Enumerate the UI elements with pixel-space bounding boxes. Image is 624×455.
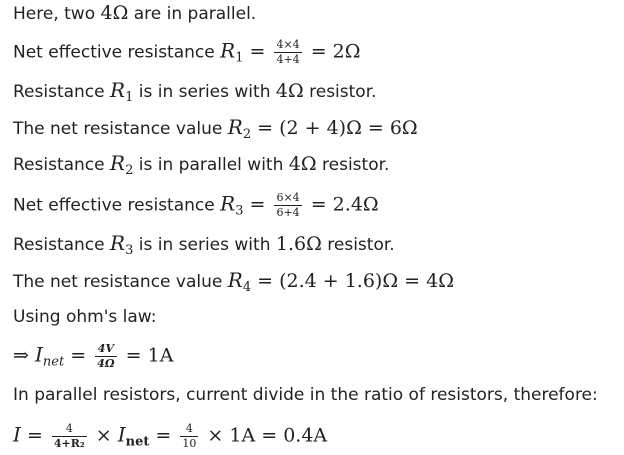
times-sign: × (201, 424, 230, 447)
line-r3-series (13, 232, 395, 262)
text: Resistance (13, 155, 111, 175)
text: Resistance (13, 235, 111, 255)
fraction-numerator: 4×4 (276, 38, 300, 51)
math-variable: R (110, 78, 126, 102)
text: Resistance (13, 82, 111, 102)
math-result: = 2.4Ω (304, 193, 379, 216)
equals-sign: = (243, 193, 272, 216)
line-current-divider (13, 384, 598, 406)
line-parallel-intro (13, 2, 256, 25)
math-variable: R (220, 191, 236, 216)
math-value: 4Ω (275, 80, 304, 102)
line-ohms-law (13, 306, 157, 328)
equals-sign: = (20, 424, 49, 447)
fraction-numerator: 4 (52, 423, 87, 437)
math-variable: R (110, 231, 126, 255)
math-subscript: 1 (125, 90, 134, 105)
math-variable: I (117, 422, 126, 447)
text: resistor. (303, 82, 377, 102)
line-r2-value (13, 116, 418, 146)
math-value: 4Ω (100, 2, 129, 24)
math-subscript: 2 (242, 127, 252, 142)
math-subscript: 4 (242, 280, 252, 295)
fraction (95, 343, 116, 370)
math-subscript: net (125, 434, 150, 450)
fraction-denominator: 4+4 (276, 53, 300, 66)
fraction-denominator: 6+4 (276, 206, 300, 219)
math-value: 1.6Ω (275, 233, 322, 255)
fraction-numerator: 4 (180, 423, 198, 437)
fraction (274, 192, 301, 219)
fraction-denominator: 10 (182, 437, 197, 450)
fraction (274, 39, 301, 66)
times-sign: × (89, 424, 118, 447)
math-variable: R (110, 151, 126, 175)
equals-sign: = (149, 424, 178, 447)
fraction-numerator: 4V (95, 343, 116, 357)
line-r3-formula (13, 192, 379, 223)
fraction-denominator: 4+R₂ (53, 437, 85, 450)
fraction-numerator: 6×4 (276, 191, 300, 204)
math-subscript: 3 (125, 243, 134, 258)
text: Net effective resistance (13, 42, 221, 63)
math-subscript: 3 (235, 203, 244, 219)
fraction (52, 423, 87, 450)
line-r1-formula (13, 39, 361, 70)
math-subscript: net (42, 354, 65, 370)
math-result: = 2Ω (304, 40, 361, 63)
math-result: = 1A (119, 344, 174, 367)
math-variable: I (13, 422, 21, 447)
text: The net resistance value (13, 119, 228, 139)
text: Net effective resistance (13, 195, 221, 216)
equals-sign: = (64, 344, 93, 367)
fraction (180, 423, 198, 450)
text: is in series with (133, 82, 276, 102)
line-r1-series (13, 79, 377, 109)
math-variable: R (220, 38, 236, 63)
text: In parallel resistors, current divide in the ratio of resistors, therefore: (13, 385, 598, 405)
implies-arrow-icon: ⇒ (13, 344, 35, 367)
math-variable: R (227, 115, 243, 139)
line-current-result (13, 423, 327, 454)
math-result: 1A = 0.4A (229, 424, 328, 447)
text: resistor. (316, 155, 390, 175)
math-subscript: 1 (235, 50, 244, 66)
fraction-denominator: 4Ω (97, 357, 115, 370)
math-subscript: 2 (125, 163, 134, 178)
text: is in parallel with (133, 155, 289, 175)
math-variable: I (34, 342, 43, 367)
text: resistor. (321, 235, 395, 255)
math-expression: = (2.4 + 1.6)Ω = 4Ω (251, 270, 454, 292)
line-inet-formula (13, 343, 173, 374)
text: Here, two (13, 4, 101, 24)
text: The net resistance value (13, 272, 228, 292)
math-value: 4Ω (288, 153, 317, 175)
math-variable: R (227, 268, 243, 292)
line-r2-parallel (13, 152, 389, 182)
line-r4-value (13, 269, 454, 299)
math-expression: = (2 + 4)Ω = 6Ω (251, 117, 418, 139)
text: Using ohm's law: (13, 307, 157, 327)
text: is in series with (133, 235, 276, 255)
equals-sign: = (243, 40, 272, 63)
text: are in parallel. (128, 4, 257, 24)
